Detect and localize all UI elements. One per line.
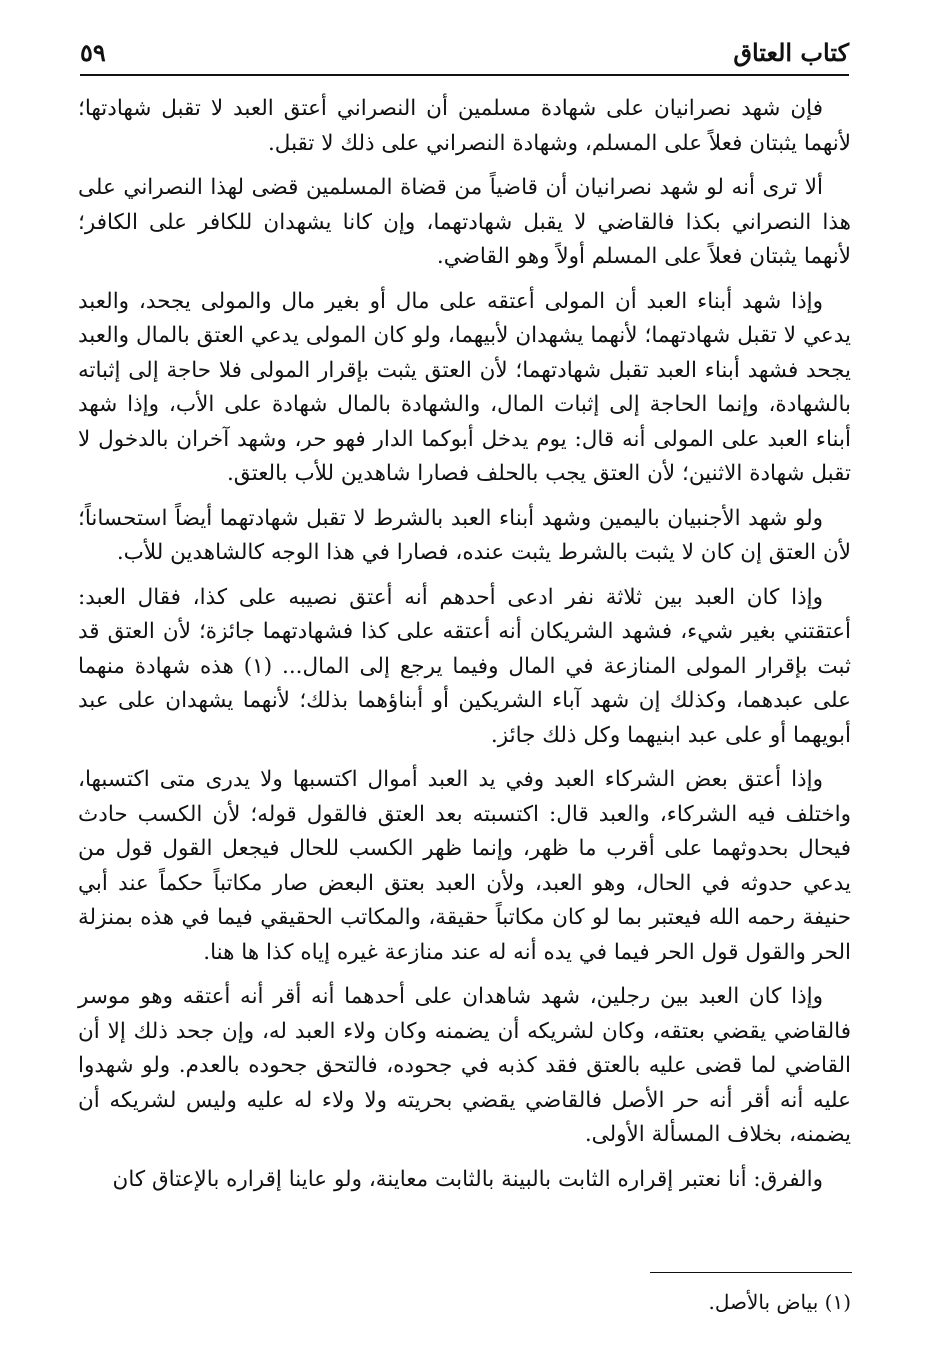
chapter-title: كتاب العتاق [733, 38, 849, 67]
footnote-marker: (١) [824, 1290, 851, 1314]
page-number: ٥٩ [80, 38, 106, 67]
footnote [708, 1290, 851, 1314]
paragraph: ولو شهد الأجنبيان باليمين وشهد أبناء العبد بالشرط لا تقبل شهادتهما أيضاً استحساناً؛ لأن العتق إن كان لا يثبت بالشرط يثبت عنده، فصارا في هذا الوجه كالشاهدين للأب. [78, 505, 851, 565]
paragraph: فإن شهد نصرانيان على شهادة مسلمين أن النصراني أعتق العبد لا تقبل شهادتها؛ لأنهما يثبتان فعلاً على المسلم، وشهادة النصراني على ذلك لا تقبل. [78, 96, 851, 156]
paragraph: وإذا أعتق بعض الشركاء العبد وفي يد العبد أموال اكتسبها ولا يدرى متى اكتسبها، واختلف فيه الشركاء، والعبد قال: اكتسبته بعد العتق فالقول قوله؛ لأن الكسب حادث فيحال بحدوثهما على أقرب ما ظهر، وإنما ظهر الكسب للحال فيجعل القول قول من يدعي حدوثه في الحال، وهو العبد، ولأن العبد بعتق البعض صار مكاتباً حكماً عند أبي حنيفة رحمه الله فيعتبر بما لو كان مكاتباً حقيقة، والمكاتب الحقيقي فيما في هذه بمنزلة الحر والقول قول الحر فيما في يده أنه له عند منازعة غيره إياه كذا ها هنا. [78, 767, 851, 965]
footnote-divider [650, 1272, 852, 1273]
paragraph: ألا ترى أنه لو شهد نصرانيان أن قاضياً من قضاة المسلمين قضى لهذا النصراني على هذا النصراني بكذا فالقاضي لا يقبل شهادتهما، وإن كانا يشهدان للكافر على الكافر؛ لأنهما يثبتان فعلاً على المسلم أولاً وهو القاضي. [78, 175, 851, 269]
paragraph: وإذا كان العبد بين ثلاثة نفر ادعى أحدهم أنه أعتق نصيبه على كذا، فقال العبد: أعتقتني بغير شيء، فشهد الشريكان أنه أعتقه على كذا فشهادتهما جائزة؛ لأن العتق قد ثبت بإقرار المولى المنازعة في المال وفيما يرجع إلى المال... (١) هذه شهادة منهما على عبدهما، وكذلك إن شهد آباء الشريكين أو أبناؤهما بذلك؛ لأنهما يشهدان على عبد أبويهما أو على عبد ابنيهما وكل ذلك جائز. [78, 584, 851, 748]
footnote-text: بياض بالأصل. [708, 1290, 819, 1314]
paragraph: والفرق: أنا نعتبر إقراره الثابت بالبينة بالثابت معاينة، ولو عاينا إقراره بالإعتاق كان [112, 1166, 823, 1192]
paragraph: وإذا شهد أبناء العبد أن المولى أعتقه على مال أو بغير مال والمولى يجحد، والعبد يدعي لا تقبل شهادتهما؛ لأنهما يشهدان لأبيهما، ولو كان المولى يدعي العتق بالمال والعبد يجحد فشهد أبناء العبد تقبل شهادتهما؛ لأن العتق يثبت بإقرار المولى فلا حاجة إلى إثباته بالشهادة، وإنما الحاجة إلى إثبات المال، والشهادة بالمال شهادة على الأب، وإذا شهد أبناء العبد على المولى أنه قال: يوم يدخل أبوكما الدار فهو حر، وشهد آخران بالدخول لا تقبل شهادة الاثنين؛ لأن العتق يجب بالحلف فصارا شاهدين للأب بالعتق. [78, 288, 851, 486]
paragraph: وإذا كان العبد بين رجلين، شهد شاهدان على أحدهما أنه أقر أنه أعتقه وهو موسر فالقاضي يقضي بعتقه، وكان لشريكه أن يضمنه وكان ولاء العبد له، وإن جحد ذلك إلا أن القاضي لما قضى عليه بالعتق فقد كذبه في جحوده، فالتحق جحوده بالعدم. ولو شهدوا عليه أنه أقر أنه حر الأصل فالقاضي يقضي بحريته ولا ولاء له عليه وليس لشريكه أن يضمنه، بخلاف المسألة الأولى. [78, 984, 851, 1147]
main-text [78, 92, 851, 1207]
page-header [80, 38, 849, 76]
